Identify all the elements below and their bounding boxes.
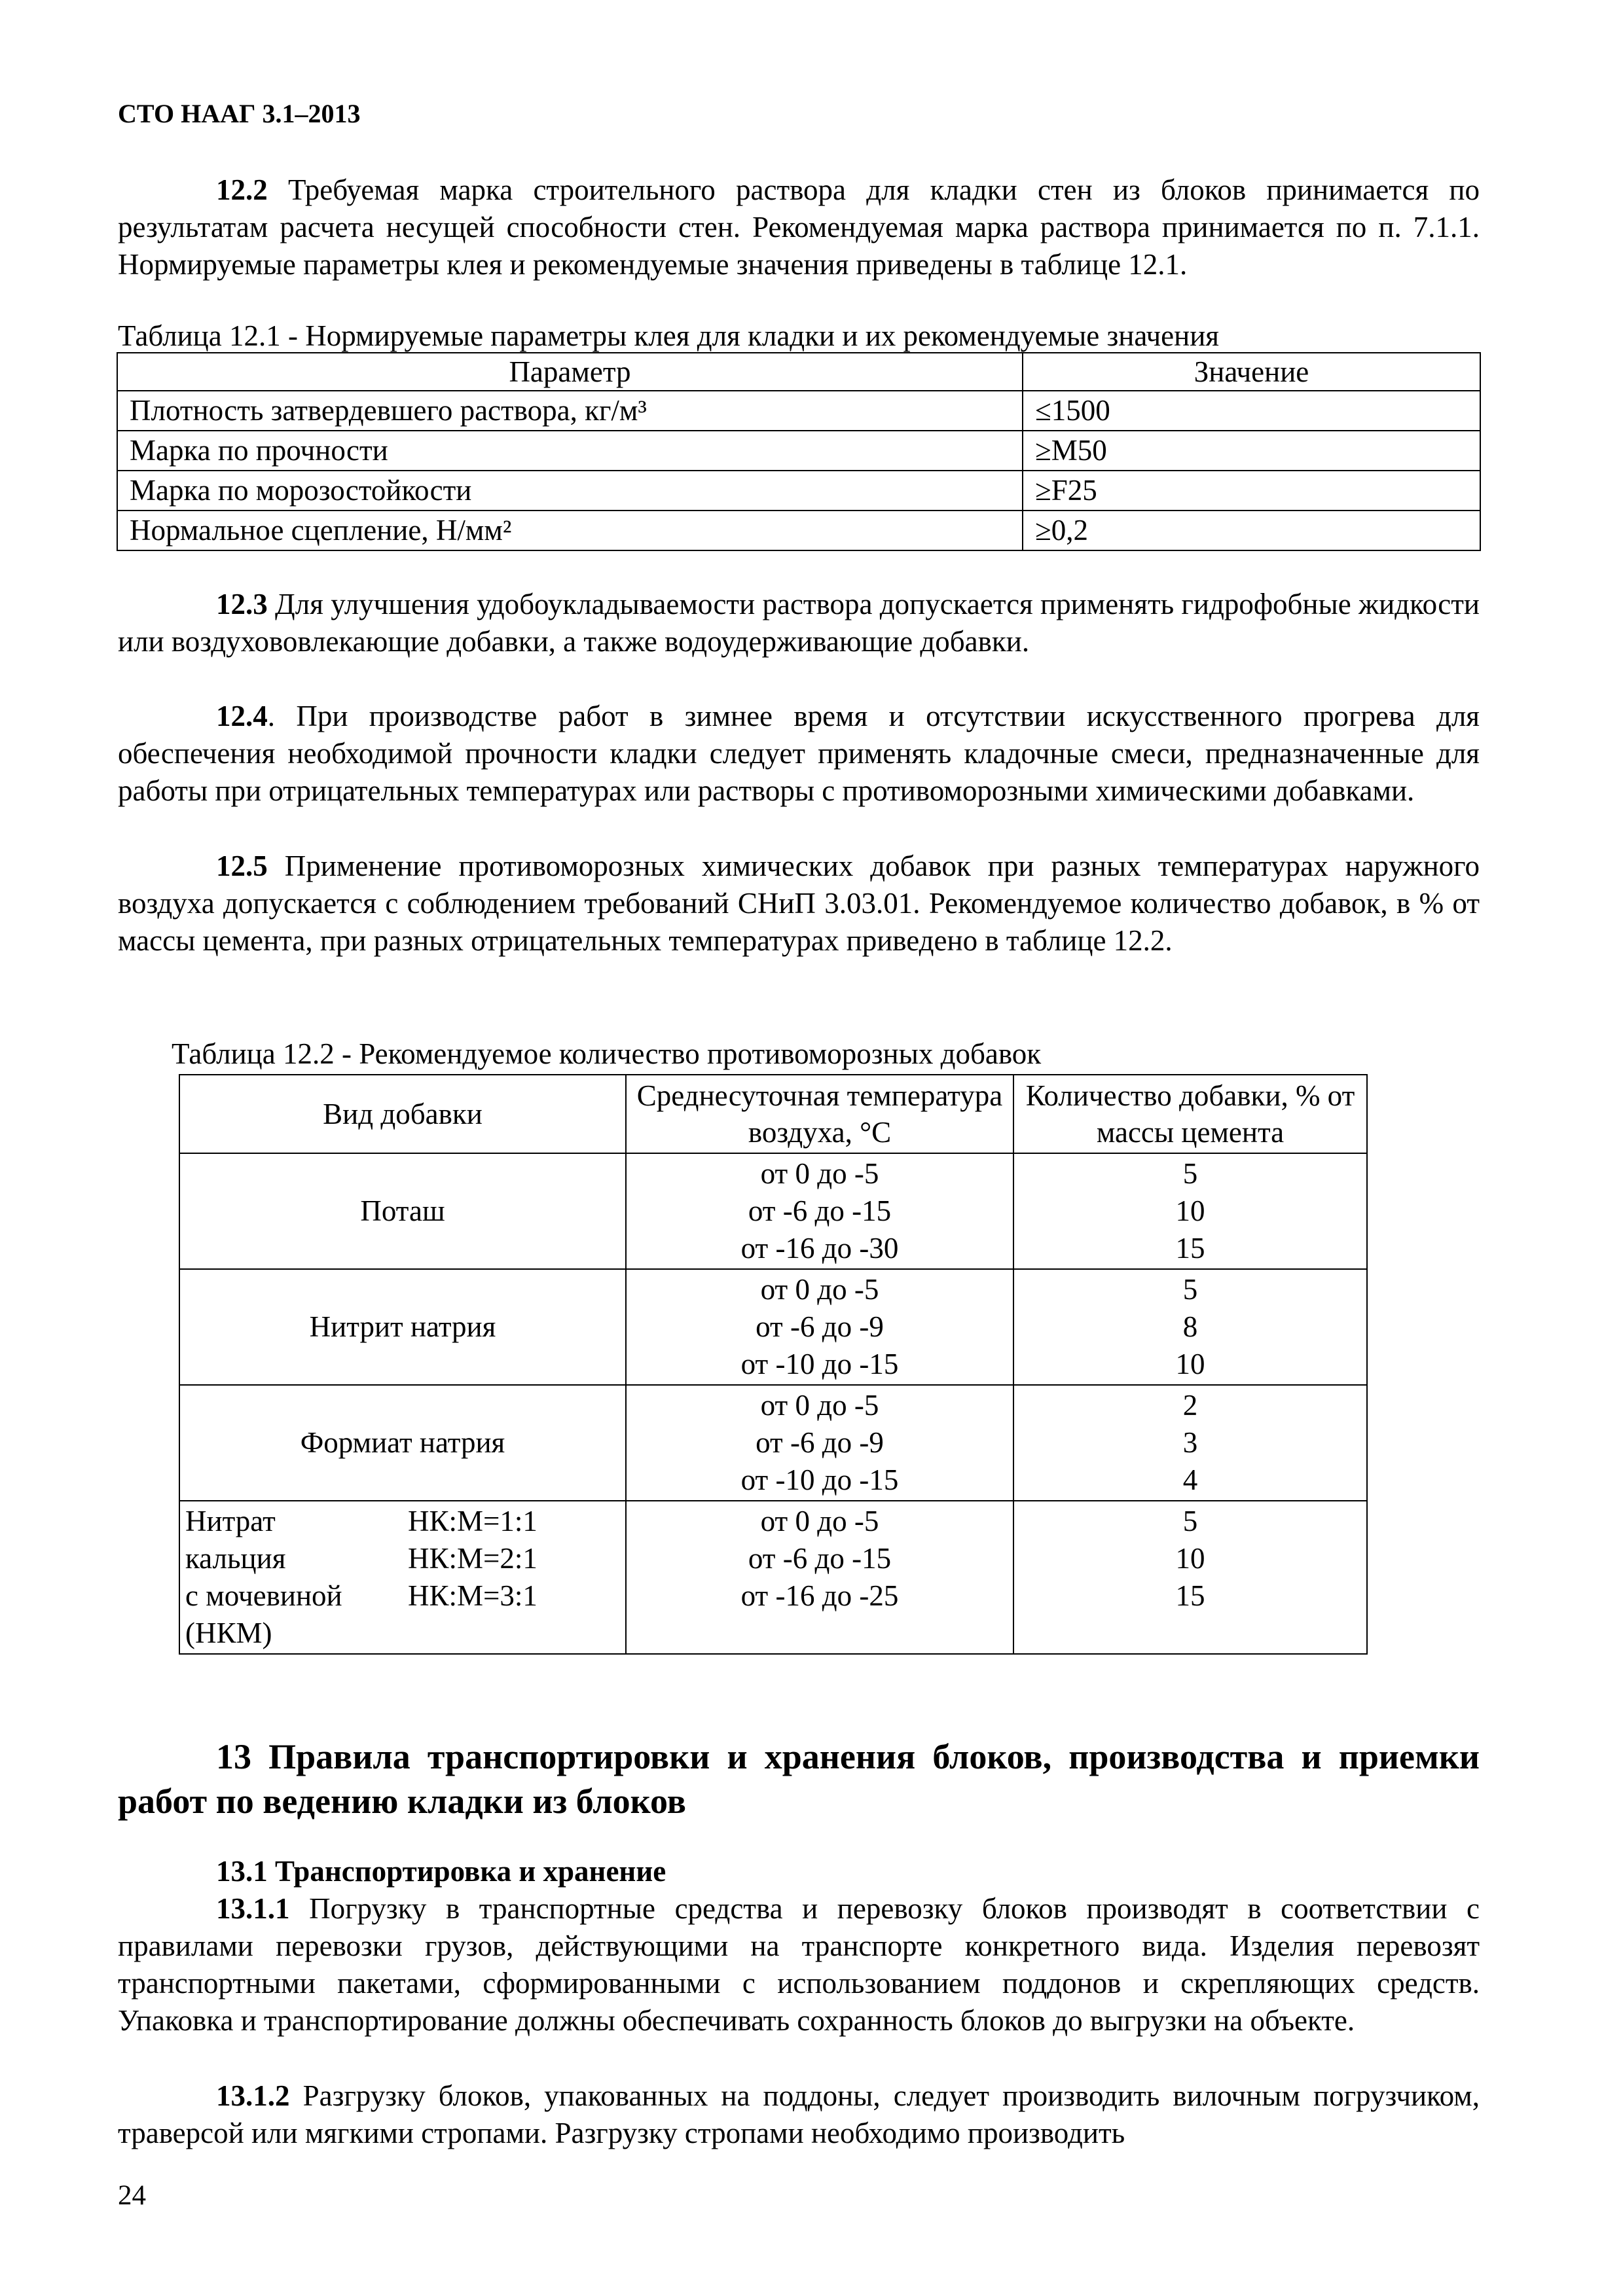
paragraph-number: 12.2 <box>216 173 268 206</box>
amount-value: 10 <box>1175 1194 1205 1227</box>
paragraph-number: 12.5 <box>216 850 268 882</box>
table-row <box>117 471 1480 511</box>
section-13-title: 13 Правила транспортировки и хранения блоков, производства и приемки работ по ведению кладки из блоков <box>118 1737 1480 1821</box>
temperature-value: от -6 до -9 <box>756 1426 884 1459</box>
table-cell: ≥0,2 <box>1023 511 1480 550</box>
table-row <box>117 391 1480 431</box>
paragraph-text: Требуемая марка строительного раствора для кладки стен из блоков принимается по результатам расчета несущей способности стен. Рекомендуемая марка раствора принимается по п. 7.1.1. Нормируемые параметры клея и рекомендуемые значения приведены в таблице 12.1. <box>118 173 1480 281</box>
nkm-name-line: кальция <box>185 1542 286 1575</box>
nkm-name-line: (НКМ) <box>185 1617 272 1649</box>
temperature-value: от 0 до -5 <box>760 1157 879 1190</box>
paragraph-number: 12.4 <box>216 700 268 732</box>
nkm-grid <box>185 1503 620 1652</box>
paragraph-text: Погрузку в транспортные средства и перевозку блоков производят в соответствии с правилами перевозки грузов, действующими на транспорте конкретного вида. Изделия перевозят транспортными пакетами, сформированными с использованием поддонов и скрепляющих средств. Упаковка и транспортирование должны обеспечивать сохранность блоков до выгрузки на объекте. <box>118 1892 1480 2037</box>
temperature-value: от -6 до -15 <box>748 1194 892 1227</box>
additive-name: Нитрит натрия <box>179 1269 626 1385</box>
paragraph-text: Применение противоморозных химических добавок при разных температурах наружного воздуха допускается с соблюдением требований СНиП 3.03.01. Рекомендуемое количество добавок, в % от массы цемента, при разных отрицательных температурах приведено в таблице 12.2. <box>118 850 1480 957</box>
paragraph-text: Разгрузку блоков, упакованных на поддоны, следует производить вилочным погрузчиком, траверсой или мягкими стропами. Разгрузку стропами необходимо производить <box>118 2079 1480 2149</box>
temperature-cell <box>626 1385 1013 1501</box>
column-header: Количество добавки, % от массы цемента <box>1013 1075 1367 1153</box>
table-cell: Марка по морозостойкости <box>117 471 1023 511</box>
nkm-name-line: с мочевиной <box>185 1579 342 1612</box>
amount-value: 5 <box>1182 1157 1198 1190</box>
table-row <box>179 1385 1367 1501</box>
document-header: СТО НААГ 3.1–2013 <box>118 99 361 128</box>
temperature-value: от 0 до -5 <box>760 1273 879 1306</box>
nkm-ratio: НК:М=3:1 <box>408 1579 538 1612</box>
nkm-ratio: НК:М=2:1 <box>408 1542 538 1575</box>
table-cell: Марка по прочности <box>117 431 1023 471</box>
table-cell: ≥М50 <box>1023 431 1480 471</box>
table-12-1 <box>117 352 1481 551</box>
table-12-2-caption: Таблица 12.2 - Рекомендуемое количество противоморозных добавок <box>172 1037 1042 1070</box>
table-12-1-caption: Таблица 12.1 - Нормируемые параметры клея для кладки и их рекомендуемые значения <box>118 319 1219 352</box>
amount-cell <box>1013 1501 1367 1654</box>
table-cell: Нормальное сцепление, Н/мм² <box>117 511 1023 550</box>
table-cell: Плотность затвердевшего раствора, кг/м³ <box>117 391 1023 431</box>
table-header-row <box>117 353 1480 391</box>
amount-value: 15 <box>1175 1232 1205 1265</box>
column-header: Значение <box>1023 353 1480 391</box>
paragraph-number: 13.1.2 <box>216 2079 290 2112</box>
temperature-value: от -16 до -30 <box>740 1232 899 1265</box>
temperature-value: от -10 до -15 <box>740 1463 899 1496</box>
paragraph-12-4 <box>118 698 1480 810</box>
paragraph-text: Для улучшения удобоукладываемости раствора допускается применять гидрофобные жидкости или воздухововлекающие добавки, а также водоудерживающие добавки. <box>118 588 1480 658</box>
table-12-2 <box>179 1074 1368 1655</box>
table-cell: ≥F25 <box>1023 471 1480 511</box>
column-header: Среднесуточная температура воздуха, °С <box>626 1075 1013 1153</box>
amount-cell <box>1013 1269 1367 1385</box>
temperature-value: от -6 до -15 <box>748 1542 892 1575</box>
amount-value: 2 <box>1182 1389 1198 1422</box>
paragraph-13-1-1 <box>118 1890 1480 2039</box>
temperature-cell <box>626 1153 1013 1269</box>
amount-value: 10 <box>1175 1348 1205 1380</box>
temperature-value: от 0 до -5 <box>760 1505 879 1537</box>
table-row <box>117 511 1480 550</box>
subsection-13-1-title: 13.1 Транспортировка и хранение <box>216 1855 666 1888</box>
paragraph-13-1-2 <box>118 2077 1480 2152</box>
table-header-row <box>179 1075 1367 1153</box>
paragraph-number: 12.3 <box>216 588 268 620</box>
temperature-cell <box>626 1269 1013 1385</box>
amount-value: 5 <box>1182 1273 1198 1306</box>
additive-name: Поташ <box>179 1153 626 1269</box>
temperature-value: от -6 до -9 <box>756 1310 884 1343</box>
additive-name-nkm <box>179 1501 626 1654</box>
amount-value: 5 <box>1182 1505 1198 1537</box>
temperature-cell <box>626 1501 1013 1654</box>
temperature-value: от -10 до -15 <box>740 1348 899 1380</box>
amount-value: 8 <box>1182 1310 1198 1343</box>
column-header: Параметр <box>117 353 1023 391</box>
table-row <box>179 1269 1367 1385</box>
table-row <box>117 431 1480 471</box>
temperature-value: от 0 до -5 <box>760 1389 879 1422</box>
amount-cell <box>1013 1153 1367 1269</box>
temperature-value: от -16 до -25 <box>740 1579 899 1612</box>
amount-value: 4 <box>1182 1463 1198 1496</box>
amount-value: 15 <box>1175 1579 1205 1612</box>
paragraph-number: 13.1.1 <box>216 1892 290 1925</box>
table-row <box>179 1501 1367 1654</box>
amount-value: 3 <box>1182 1426 1198 1459</box>
column-header: Вид добавки <box>179 1075 626 1153</box>
page-number: 24 <box>118 2180 146 2211</box>
paragraph-12-5 <box>118 848 1480 960</box>
nkm-name-line: Нитрат <box>185 1505 276 1537</box>
paragraph-text: . При производстве работ в зимнее время и отсутствии искусственного прогрева для обеспечения необходимой прочности кладки следует применять кладочные смеси, предназначенные для работы при отрицательных температурах или растворы с противоморозными химическими добавками. <box>118 700 1480 807</box>
nkm-ratio: НК:М=1:1 <box>408 1505 538 1537</box>
amount-cell <box>1013 1385 1367 1501</box>
additive-name: Формиат натрия <box>179 1385 626 1501</box>
table-cell: ≤1500 <box>1023 391 1480 431</box>
amount-value: 10 <box>1175 1542 1205 1575</box>
paragraph-12-2 <box>118 171 1480 283</box>
table-row <box>179 1153 1367 1269</box>
paragraph-12-3 <box>118 586 1480 660</box>
